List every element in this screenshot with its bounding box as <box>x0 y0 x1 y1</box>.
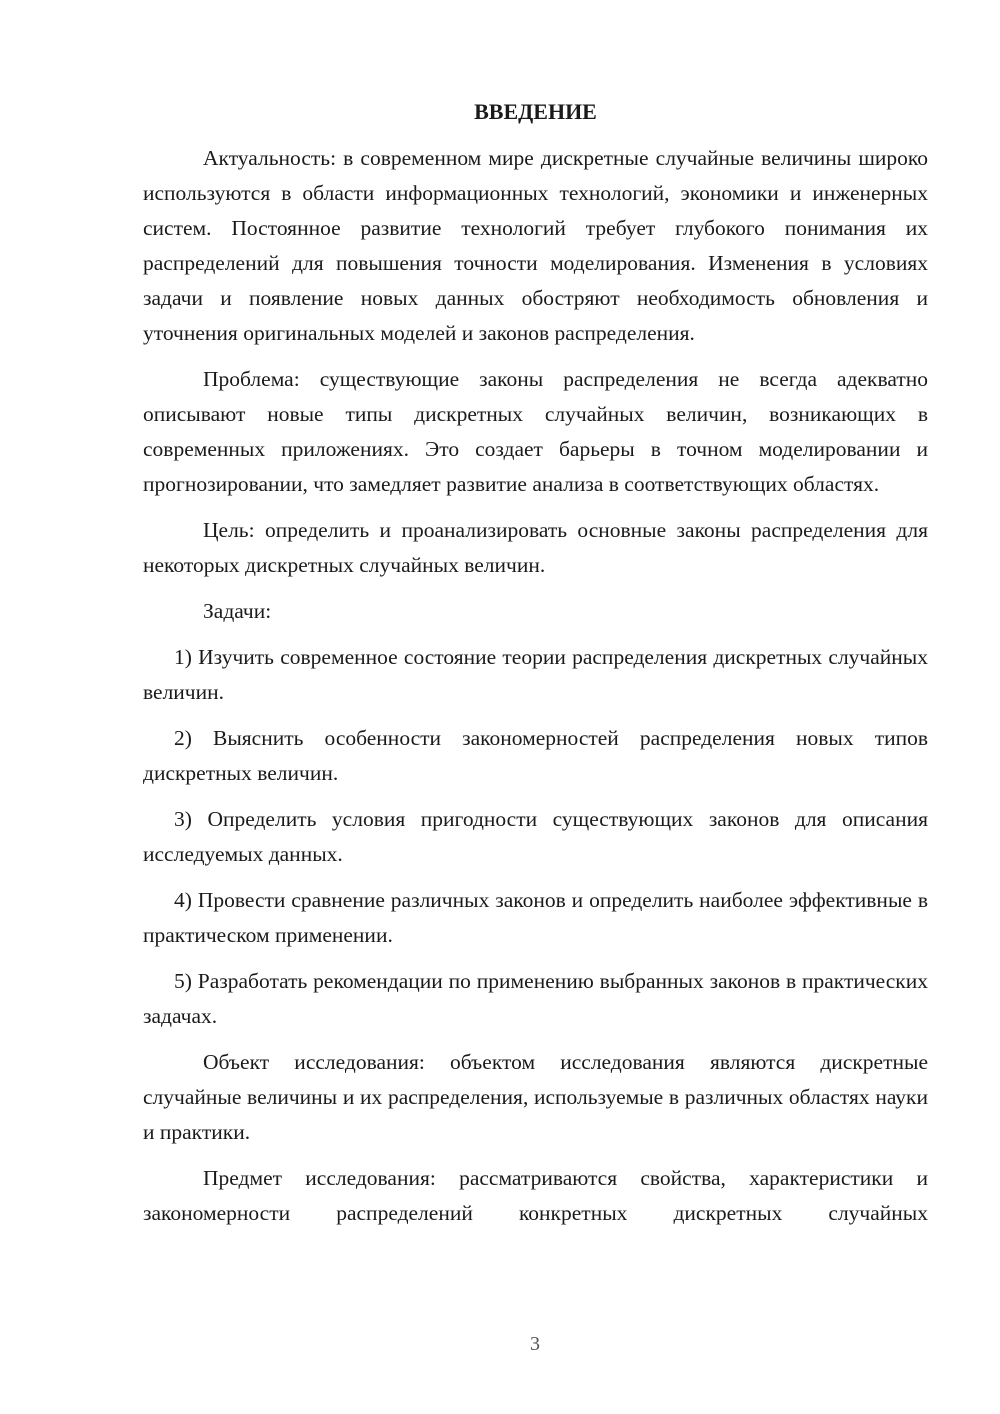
problem-paragraph: Проблема: существующие законы распределения не всегда адекватно описывают новые типы дискретных случайных величин, возникающих в современных приложениях. Это создает барьеры в точном моделировании и прогнозировании, что замедляет развитие анализа в соответствующих областях. <box>143 367 928 496</box>
section-title: ВВЕДЕНИЕ <box>474 99 597 124</box>
task-item-1: 1) Изучить современное состояние теории распределения дискретных случайных величин. <box>143 645 928 704</box>
tasks-heading: Задачи: <box>203 599 272 623</box>
object-paragraph: Объект исследования: объектом исследования являются дискретные случайные величины и их распределения, используемые в различных областях науки и практики. <box>143 1050 928 1144</box>
goal-paragraph: Цель: определить и проанализировать основные законы распределения для некоторых дискретных случайных величин. <box>143 518 928 577</box>
task-item-3: 3) Определить условия пригодности существующих законов для описания исследуемых данных. <box>143 807 928 866</box>
page-content <box>143 94 928 1242</box>
task-item-2: 2) Выяснить особенности закономерностей распределения новых типов дискретных величин. <box>143 726 928 785</box>
relevance-paragraph: Актуальность: в современном мире дискретные случайные величины широко используются в области информационных технологий, экономики и инженерных систем. Постоянное развитие технологий требует глубокого понимания их распределений для повышения точности моделирования. Изменения в условиях задачи и появление новых данных обостряют необходимость обновления и уточнения оригинальных моделей и законов распределения. <box>143 146 928 345</box>
task-item-4: 4) Провести сравнение различных законов и определить наиболее эффективные в практическом применении. <box>143 888 928 947</box>
task-item-5: 5) Разработать рекомендации по применению выбранных законов в практических задачах. <box>143 969 928 1028</box>
tasks-list <box>143 640 928 1034</box>
subject-paragraph: Предмет исследования: рассматриваются свойства, характеристики и закономерности распределений конкретных дискретных случайных <box>143 1166 928 1225</box>
page-number: 3 <box>530 1333 540 1355</box>
